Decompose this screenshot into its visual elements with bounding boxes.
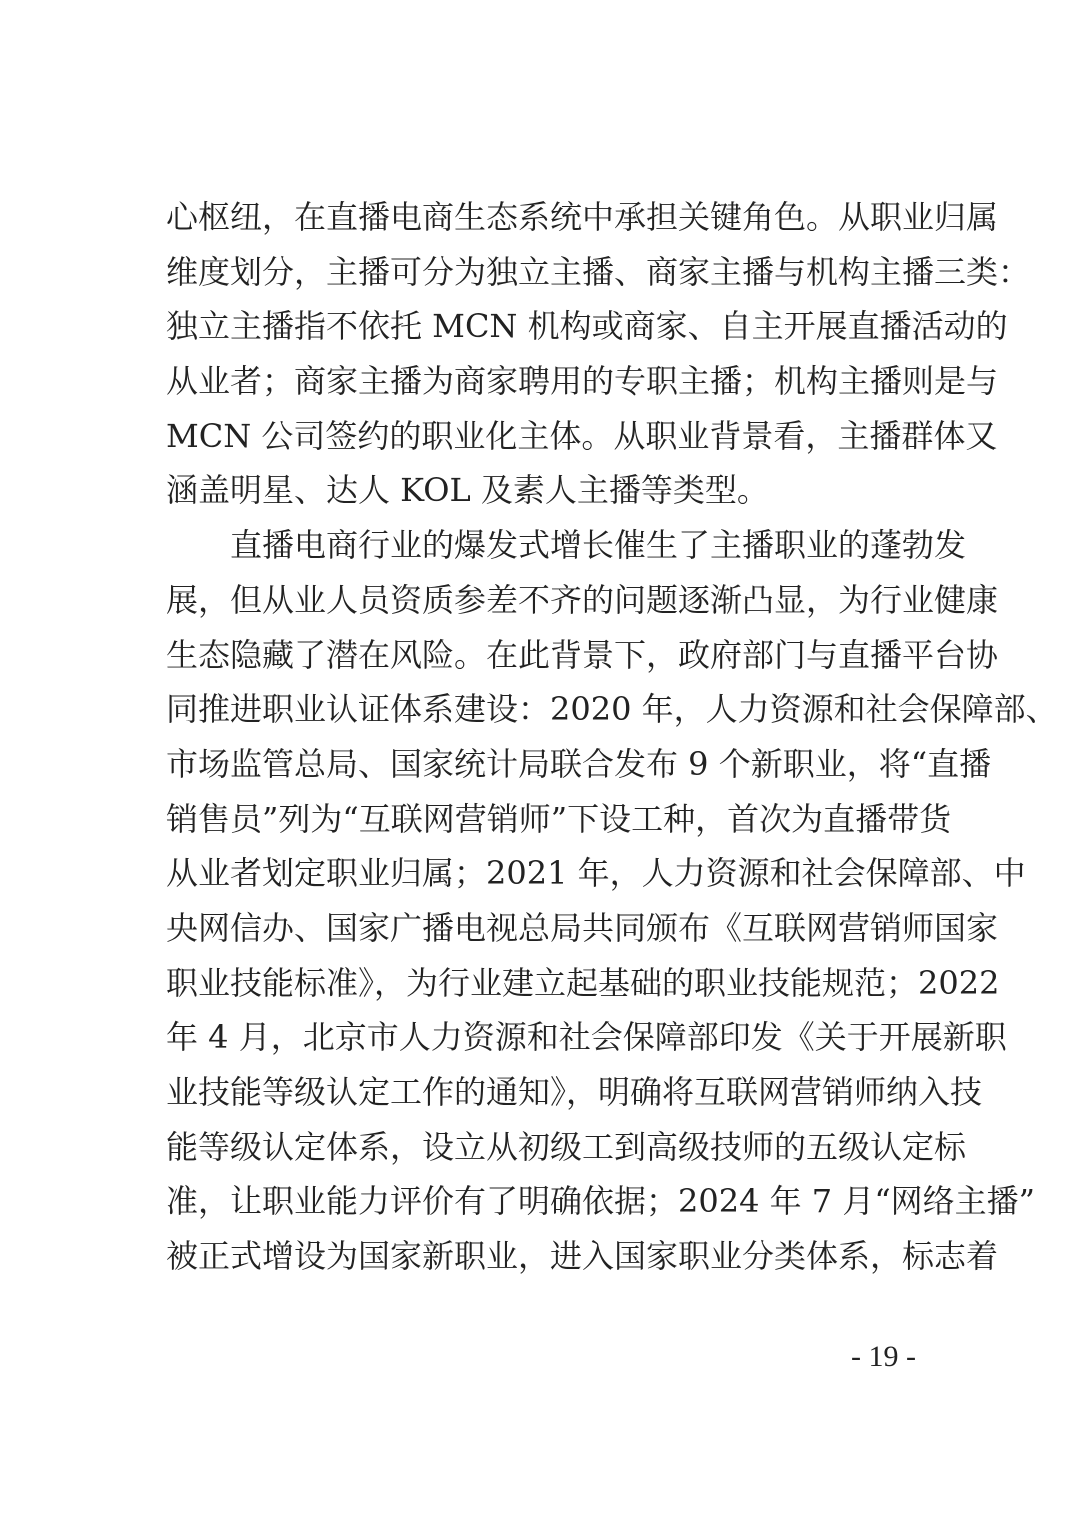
text-line: 年 4 月，北京市人力资源和社会保障部印发《关于开展新职: [166, 1018, 1007, 1057]
text-line: MCN 公司签约的职业化主体。从职业背景看，主播群体又: [166, 416, 998, 455]
text-line: 生态隐藏了潜在风险。在此背景下，政府部门与直播平台协: [166, 635, 999, 674]
text-line: 被正式增设为国家新职业，进入国家职业分类体系，标志着: [166, 1237, 999, 1276]
paragraph-2: [166, 518, 1058, 1284]
paragraph-1: [166, 190, 1031, 518]
text-line: 心枢纽，在直播电商生态系统中承担关键角色。从职业归属: [166, 198, 999, 236]
text-line: 央网信办、国家广播电视总局共同颁布《互联网营销师国家: [166, 908, 999, 947]
text-line: 业技能等级认定工作的通知》，明确将互联网营销师纳入技: [166, 1073, 983, 1111]
body-text: [166, 190, 1058, 1284]
text-line: 维度划分，主播可分为独立主播、商家主播与机构主播三类：: [166, 252, 1031, 291]
text-line: 销售员”列为“互联网营销师”下设工种，首次为直播带货: [166, 799, 952, 838]
text-line: 能等级认定体系，设立从初级工到高级技师的五级认定标: [166, 1127, 967, 1166]
page-number: - 19 -: [851, 1340, 916, 1373]
text-line: 从业者划定职业归属；2021 年，人力资源和社会保障部、中: [166, 854, 1026, 893]
text-line: 市场监管总局、国家统计局联合发布 9 个新职业，将“直播: [166, 744, 992, 783]
text-line: 展，但从业人员资质参差不齐的问题逐渐凸显，为行业健康: [166, 580, 999, 619]
text-line: 涵盖明星、达人 KOL 及素人主播等类型。: [166, 471, 769, 510]
text-line: 职业技能标准》，为行业建立起基础的职业技能规范；2022: [166, 963, 1000, 1002]
text-line: 准，让职业能力评价有了明确依据；2024 年 7 月“网络主播”: [166, 1182, 1036, 1221]
text-line: 同推进职业认证体系建设：2020 年，人力资源和社会保障部、: [166, 690, 1058, 729]
text-line: 从业者；商家主播为商家聘用的专职主播；机构主播则是与: [166, 362, 999, 401]
text-line: 独立主播指不依托 MCN 机构或商家、自主开展直播活动的: [166, 307, 1008, 346]
text-line: 直播电商行业的爆发式增长催生了主播职业的蓬勃发: [230, 526, 967, 565]
